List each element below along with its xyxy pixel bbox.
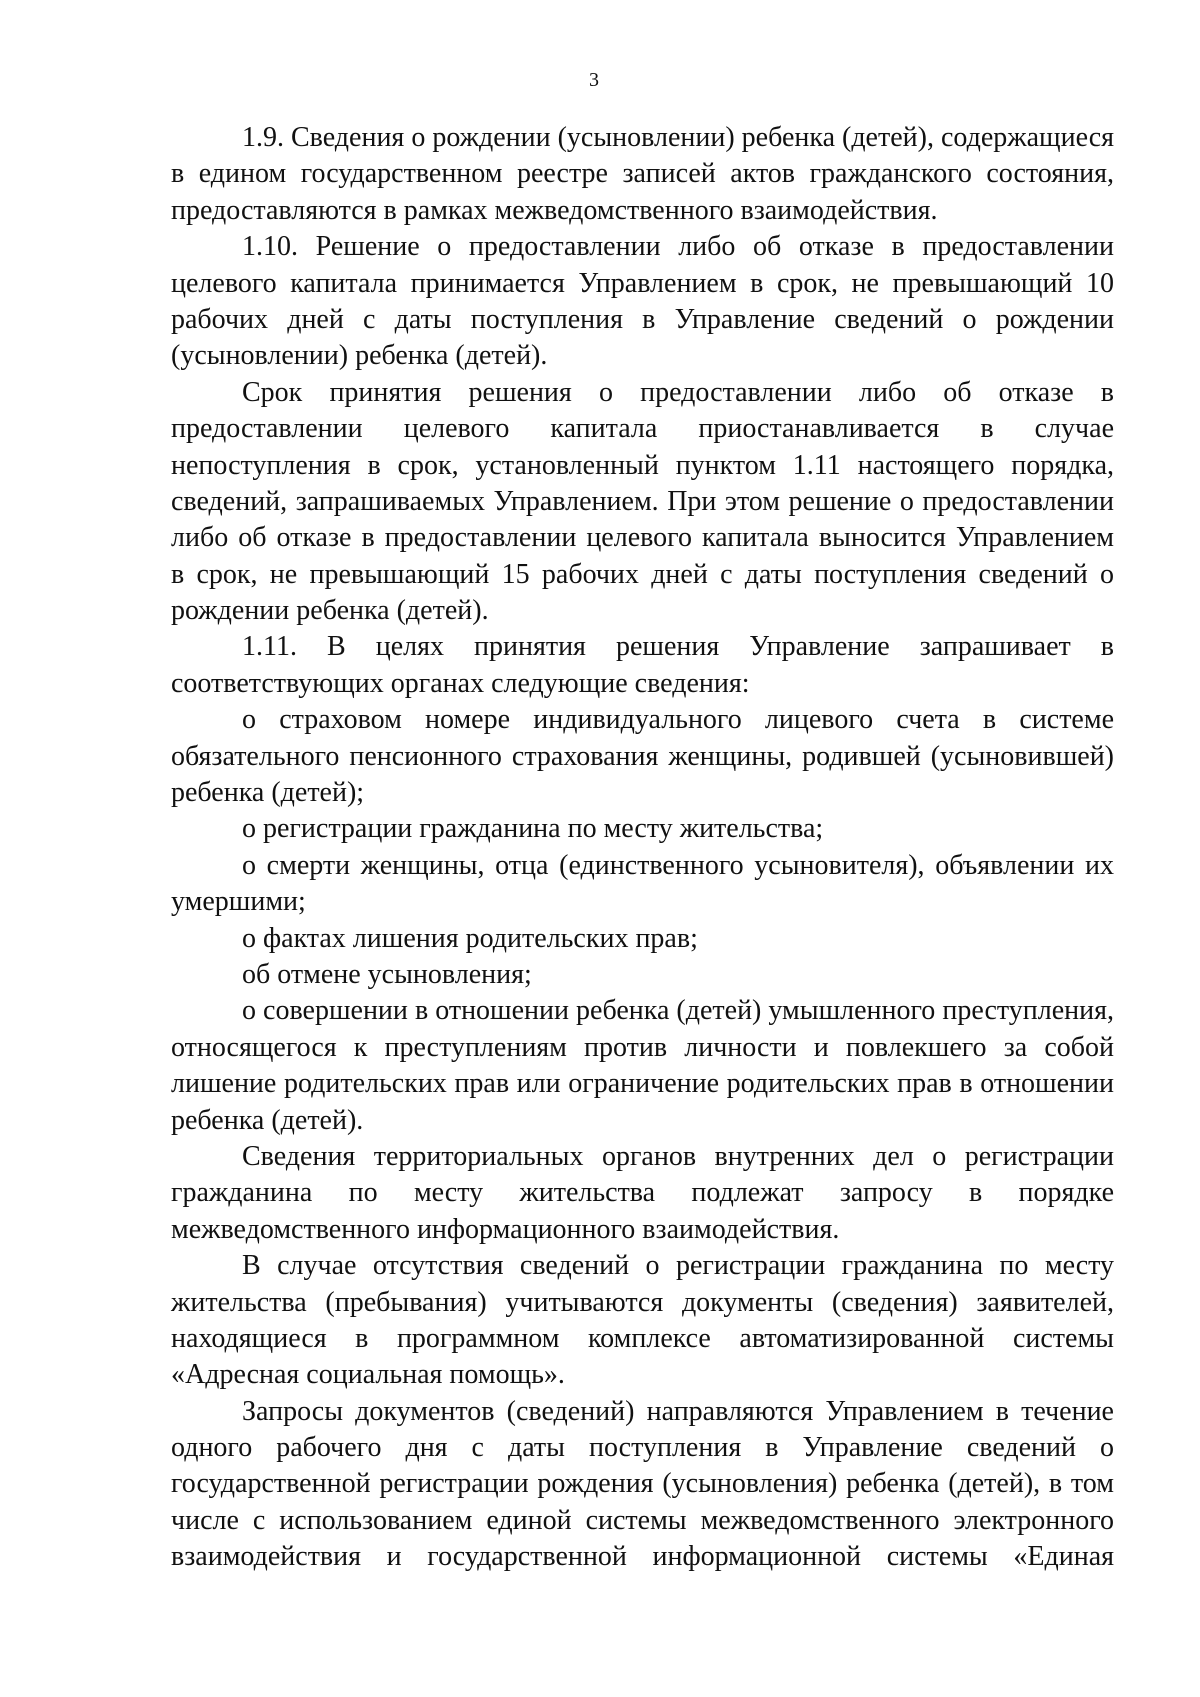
text-line: относящегося к преступлениям против личности и повлекшего за собой — [171, 1031, 1114, 1063]
text-line: государственной регистрации рождения (усыновления) ребенка (детей), в том — [171, 1468, 1114, 1500]
text-line: обязательного пенсионного страхования женщины, родившей (усыновившей) — [171, 740, 1114, 772]
paragraph-p1-10 — [171, 229, 1114, 375]
text-line: рабочих дней с даты поступления в Управление сведений о рождении — [171, 303, 1114, 335]
text-line: Сведения территориальных органов внутренних дел о регистрации — [242, 1140, 1114, 1172]
text-line: «Адресная социальная помощь». — [171, 1359, 565, 1391]
text-line: числе с использованием единой системы межведомственного электронного — [171, 1504, 1114, 1536]
text-line: соответствующих органах следующие сведения: — [171, 667, 750, 699]
text-line: ребенка (детей); — [171, 777, 365, 809]
text-line: межведомственного информационного взаимодействия. — [171, 1213, 840, 1245]
text-line: непоступления в срок, установленный пунктом 1.11 настоящего порядка, — [171, 449, 1114, 481]
text-line: Запросы документов (сведений) направляются Управлением в течение — [242, 1395, 1114, 1427]
paragraph-p1-11 — [171, 629, 1114, 702]
text-line: о смерти женщины, отца (единственного усыновителя), объявлении их — [242, 849, 1114, 881]
text-line: сведений, запрашиваемых Управлением. При этом решение о предоставлении — [171, 485, 1114, 517]
paragraph-p1-9 — [171, 120, 1114, 229]
paragraph-p-srok — [171, 375, 1114, 630]
document-body — [171, 120, 1114, 1576]
text-line: о фактах лишения родительских прав; — [242, 922, 698, 954]
text-line: рождении ребенка (детей). — [171, 595, 489, 627]
text-line: в едином государственном реестре записей актов гражданского состояния, — [171, 158, 1114, 190]
paragraph-p-police — [171, 1139, 1114, 1248]
text-line: в срок, не превышающий 15 рабочих дней с даты поступления сведений о — [171, 558, 1114, 590]
text-line: ребенка (детей). — [171, 1104, 364, 1136]
paragraph-p-absence — [171, 1248, 1114, 1394]
text-line: В случае отсутствия сведений о регистрации гражданина по месту — [242, 1250, 1114, 1282]
paragraph-p-snils — [171, 702, 1114, 811]
text-line: 1.10. Решение о предоставлении либо об отказе в предоставлении — [242, 231, 1114, 263]
text-line: либо об отказе в предоставлении целевого капитала выносится Управлением — [171, 522, 1114, 554]
paragraph-p-registration — [171, 811, 1114, 847]
text-line: о регистрации гражданина по месту жительства; — [242, 813, 824, 845]
paragraph-p-deprivation — [171, 921, 1114, 957]
text-line: взаимодействия и государственной информационной системы «Единая — [171, 1541, 1114, 1573]
text-line: целевого капитала принимается Управлением в срок, не превышающий 10 — [171, 267, 1114, 299]
paragraph-p-cancel — [171, 957, 1114, 993]
text-line: предоставлении целевого капитала приостанавливается в случае — [171, 413, 1114, 445]
text-line: о совершении в отношении ребенка (детей) умышленного преступления, — [242, 995, 1114, 1027]
text-line: 1.9. Сведения о рождении (усыновлении) ребенка (детей), содержащиеся — [242, 122, 1115, 153]
text-line: предоставляются в рамках межведомственного взаимодействия. — [171, 194, 938, 226]
paragraph-p-crime — [171, 993, 1114, 1139]
text-line: умершими; — [171, 886, 306, 918]
text-line: об отмене усыновления; — [242, 958, 532, 990]
text-line: одного рабочего дня с даты поступления в Управление сведений о — [171, 1432, 1114, 1464]
text-line: 1.11. В целях принятия решения Управление запрашивает в — [242, 631, 1114, 663]
text-line: о страховом номере индивидуального лицевого счета в системе — [242, 704, 1114, 736]
text-line: Срок принятия решения о предоставлении либо об отказе в — [242, 376, 1114, 408]
paragraph-p-death — [171, 848, 1114, 921]
page-number: 3 — [589, 69, 599, 91]
text-line: (усыновлении) ребенка (детей). — [171, 340, 548, 372]
text-line: находящиеся в программном комплексе автоматизированной системы — [171, 1322, 1114, 1354]
text-line: лишение родительских прав или ограничение родительских прав в отношении — [171, 1068, 1114, 1100]
text-line: гражданина по месту жительства подлежат запросу в порядке — [171, 1177, 1114, 1209]
text-line: жительства (пребывания) учитываются документы (сведения) заявителей, — [171, 1286, 1114, 1318]
paragraph-p-requests — [171, 1394, 1114, 1576]
